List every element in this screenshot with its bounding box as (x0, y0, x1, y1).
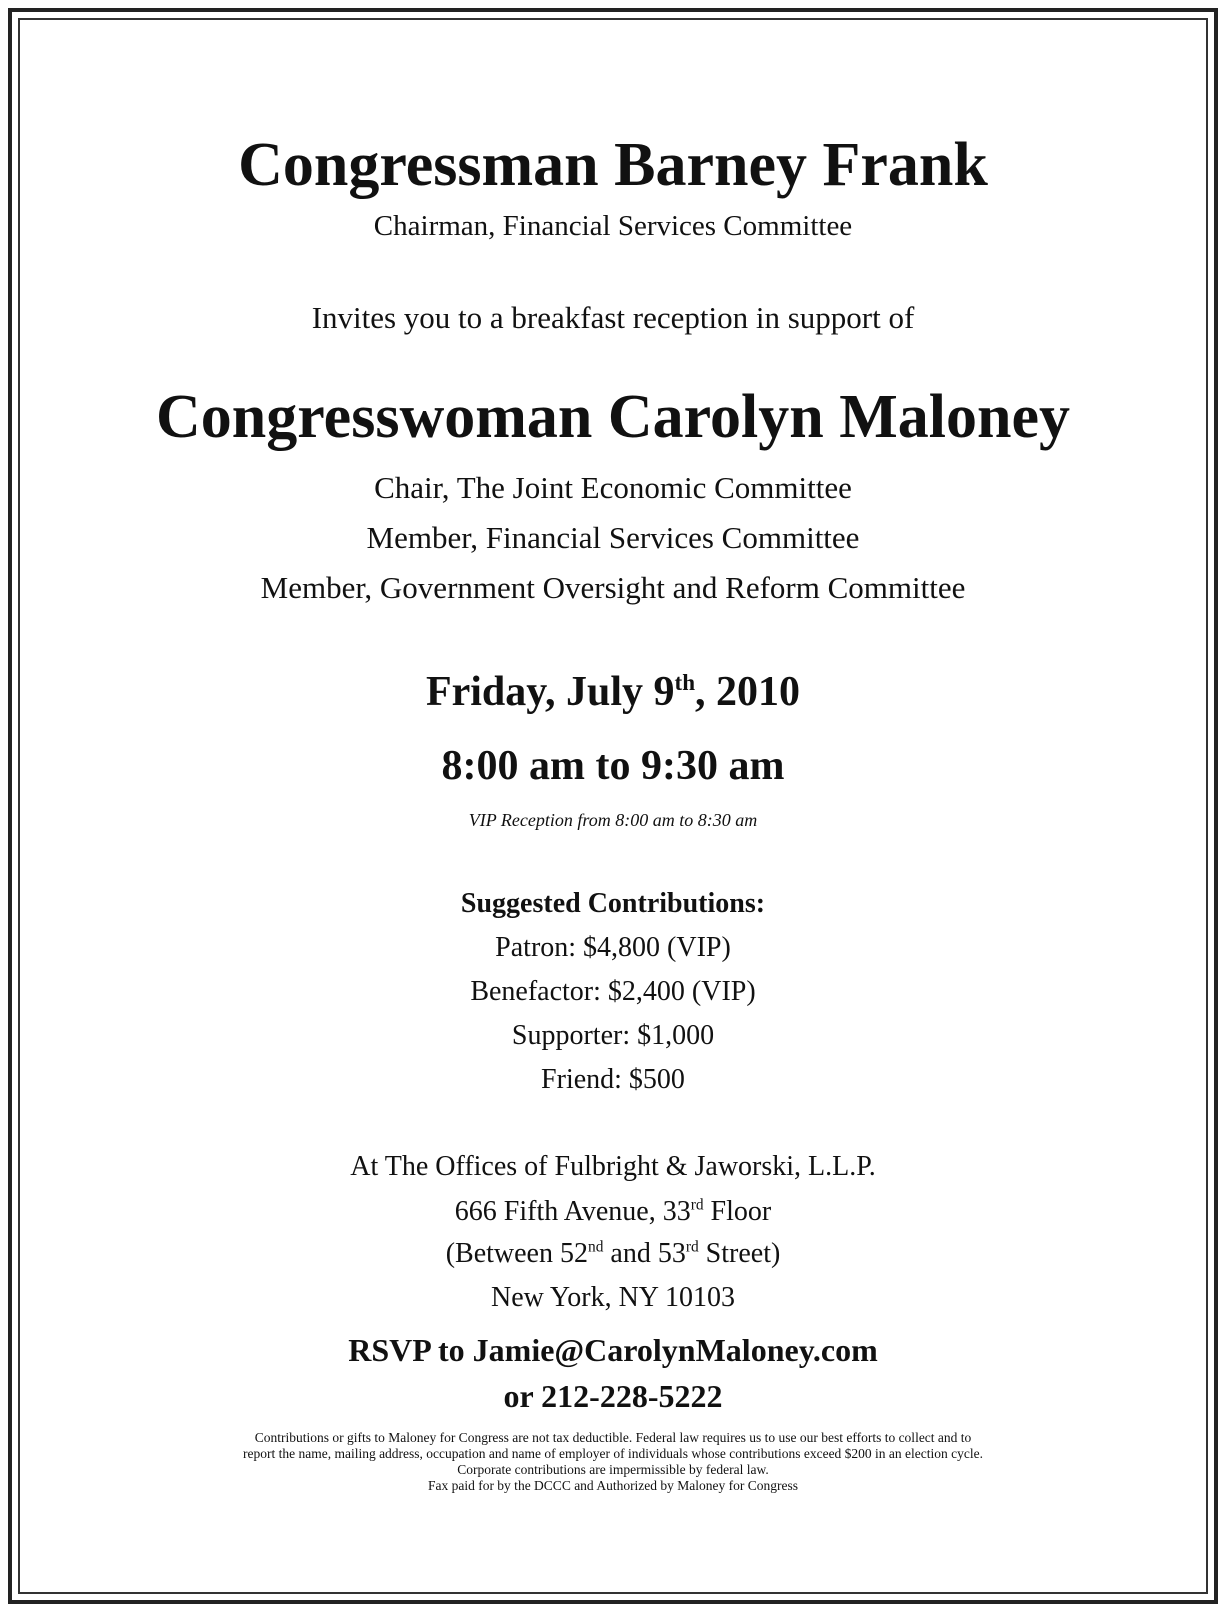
vip-note: VIP Reception from 8:00 am to 8:30 am (468, 810, 758, 830)
contribution-tier: Benefactor: $2,400 (VIP) (470, 976, 756, 1007)
location-address: 666 Fifth Avenue, 33rd Floor (454, 1196, 772, 1227)
rsvp-phone: or 212-228-5222 (503, 1378, 723, 1414)
honoree-role: Chair, The Joint Economic Committee (374, 470, 852, 505)
event-time: 8:00 am to 9:30 am (441, 743, 785, 789)
rsvp-email: RSVP to Jamie@CarolynMaloney.com (348, 1332, 878, 1368)
contribution-tier: Friend: $500 (541, 1064, 685, 1095)
disclaimer-line: report the name, mailing address, occupation and name of employer of individuals whose contributions exceed $200 in an election cycle. (242, 1446, 984, 1461)
invitation-text: Invites you to a breakfast reception in support of (311, 300, 915, 335)
contributions-heading: Suggested Contributions: (460, 888, 766, 919)
disclaimer-line: Contributions or gifts to Maloney for Congress are not tax deductible. Federal law requires us to use our best efforts to collect and to (254, 1430, 972, 1445)
host-title: Chairman, Financial Services Committee (373, 210, 853, 242)
host-name: Congressman Barney Frank (238, 131, 988, 199)
contribution-tier: Supporter: $1,000 (511, 1020, 715, 1051)
disclaimer-line: Fax paid for by the DCCC and Authorized by Maloney for Congress (427, 1478, 799, 1493)
disclaimer-line: Corporate contributions are impermissible by federal law. (457, 1462, 769, 1477)
invitation-page (20, 20, 1206, 1592)
location-city: New York, NY 10103 (491, 1282, 735, 1313)
honoree-role: Member, Government Oversight and Reform Committee (260, 570, 966, 605)
honoree-name: Congresswoman Carolyn Maloney (156, 383, 1070, 451)
location-cross-streets: (Between 52nd and 53rd Street) (445, 1238, 781, 1269)
honoree-role: Member, Financial Services Committee (366, 520, 860, 555)
location-venue: At The Offices of Fulbright & Jaworski, L.L.P. (350, 1151, 876, 1182)
disclaimer (20, 1430, 1206, 1494)
contribution-tier: Patron: $4,800 (VIP) (495, 932, 731, 963)
event-date: Friday, July 9th, 2010 (425, 669, 801, 715)
